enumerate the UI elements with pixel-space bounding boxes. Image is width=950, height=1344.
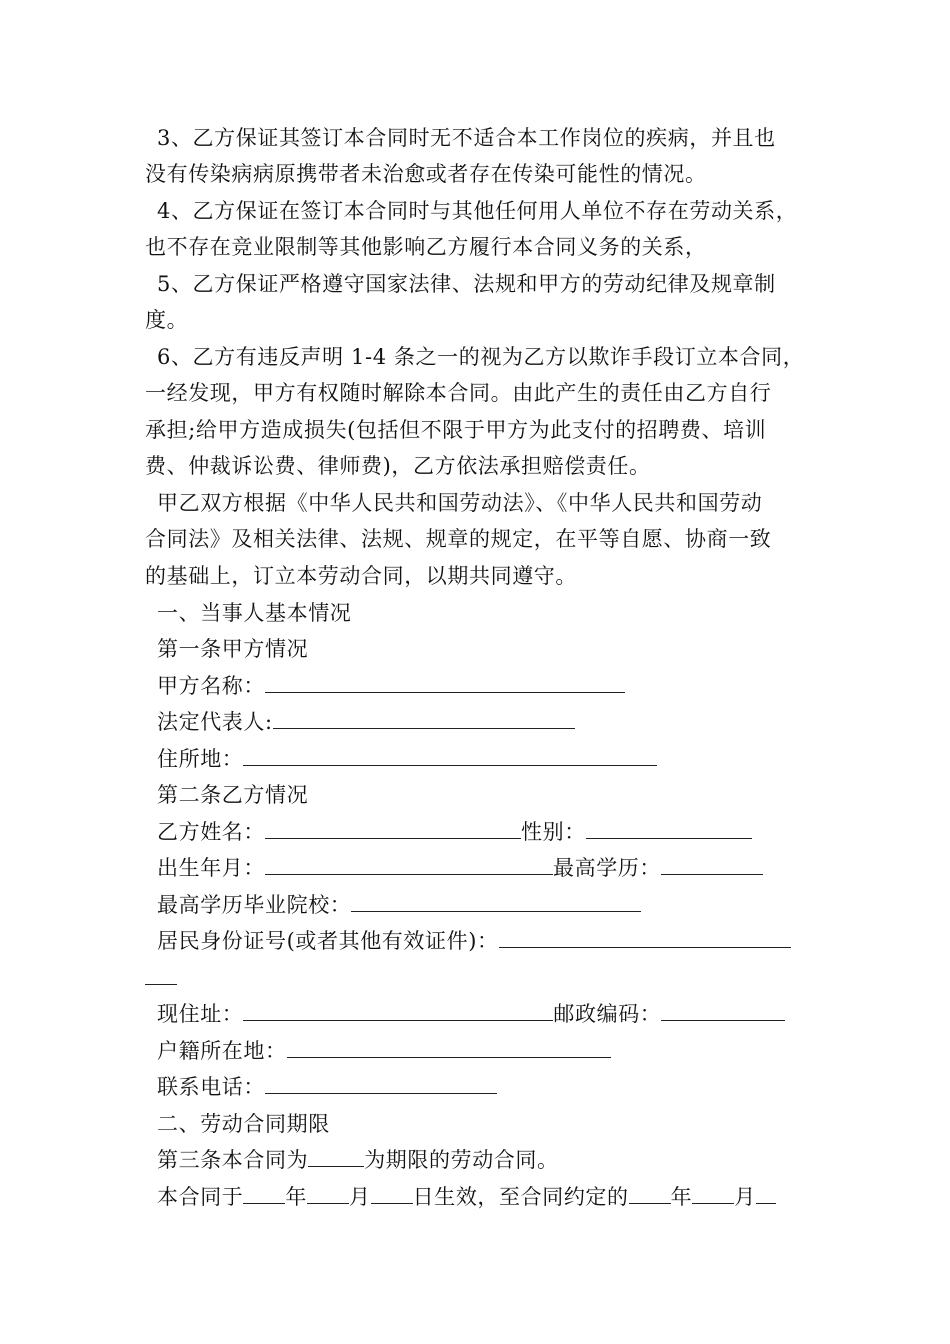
household-row [157, 1039, 611, 1063]
id-number-label: 居民身份证号(或者其他有效证件)： [157, 929, 499, 953]
address-label: 住所地： [157, 747, 244, 771]
current-address-label: 现住址： [157, 1002, 244, 1026]
clause-6-line-1: 6、乙方有违反声明 1-4 条之一的视为乙方以欺诈手段订立本合同， [157, 345, 805, 369]
legal-rep-row [157, 710, 575, 734]
phone-blank[interactable] [265, 1075, 497, 1094]
start-month-label: 月 [349, 1185, 371, 1209]
contract-type-blank[interactable] [308, 1148, 364, 1167]
school-row [157, 893, 641, 917]
start-year-label: 年 [285, 1185, 308, 1209]
birth-row [157, 856, 763, 880]
gender-label: 性别： [521, 820, 586, 844]
clause-4-line-1: 4、乙方保证在签订本合同时与其他任何用人单位不存在劳动关系， [157, 199, 798, 223]
clause-6-line-4: 费、仲裁诉讼费、律师费)，乙方依法承担赔偿责任。 [145, 454, 651, 478]
party-b-name-label: 乙方姓名： [157, 820, 265, 844]
clause-6-line-2: 一经发现，甲方有权随时解除本合同。由此产生的责任由乙方自行 [145, 381, 772, 405]
education-label: 最高学历： [553, 856, 661, 880]
party-a-name-row [157, 674, 625, 698]
postcode-label: 邮政编码： [553, 1002, 662, 1026]
section-1-heading: 一、当事人基本情况 [157, 601, 352, 625]
article-1-heading: 第一条甲方情况 [157, 637, 309, 661]
intro-line-1: 甲乙双方根据《中华人民共和国劳动法》、《中华人民共和国劳动 [157, 491, 763, 515]
end-year-label: 年 [670, 1185, 693, 1209]
end-month-blank[interactable] [692, 1185, 734, 1204]
legal-rep-label: 法定代表人: [157, 710, 273, 734]
section-2-heading: 二、劳动合同期限 [157, 1112, 330, 1136]
current-address-blank[interactable] [243, 1002, 553, 1021]
birth-label: 出生年月： [157, 856, 265, 880]
current-address-row [157, 1002, 785, 1026]
term-row [157, 1185, 776, 1209]
party-b-name-row [157, 820, 752, 844]
party-a-name-label: 甲方名称： [157, 674, 265, 698]
article-3-row [157, 1148, 559, 1172]
intro-line-2: 合同法》及相关法律、法规、规章的规定，在平等自愿、协商一致 [145, 527, 772, 551]
clause-6-line-3: 承担;给甲方造成损失(包括但不限于甲方为此支付的招聘费、培训 [145, 418, 767, 442]
school-label: 最高学历毕业院校： [157, 893, 352, 917]
clause-5-line-2: 度。 [145, 308, 189, 332]
phone-label: 联系电话： [157, 1075, 265, 1099]
school-blank[interactable] [351, 893, 641, 912]
legal-rep-blank[interactable] [273, 710, 575, 729]
postcode-blank[interactable] [661, 1002, 785, 1021]
id-number-blank[interactable] [499, 929, 791, 948]
clause-3-line-1: 3、乙方保证其签订本合同时无不适合本工作岗位的疾病，并且也 [157, 126, 776, 150]
term-effective-text: 日生效，至合同约定的 [412, 1185, 629, 1209]
clause-4-line-2: 也不存在竞业限制等其他影响乙方履行本合同义务的关系， [145, 235, 707, 259]
birth-blank[interactable] [265, 856, 553, 875]
end-month-label: 月 [734, 1185, 756, 1209]
end-day-blank[interactable] [756, 1185, 776, 1204]
start-year-blank[interactable] [243, 1185, 285, 1204]
phone-row [157, 1075, 497, 1099]
article-2-heading: 第二条乙方情况 [157, 783, 309, 807]
household-blank[interactable] [287, 1039, 611, 1058]
address-row [157, 747, 657, 771]
term-label: 本合同于 [157, 1185, 244, 1209]
id-number-row [157, 929, 791, 953]
clause-3-line-2: 没有传染病病原携带者未治愈或者存在传染可能性的情况。 [145, 162, 707, 186]
intro-line-3: 的基础上，订立本劳动合同，以期共同遵守。 [145, 564, 577, 588]
id-number-row-wrap [145, 966, 177, 990]
id-number-blank-continued[interactable] [145, 966, 177, 985]
end-year-blank[interactable] [629, 1185, 671, 1204]
article-3-label: 第三条本合同为 [157, 1148, 309, 1172]
start-day-blank[interactable] [371, 1185, 413, 1204]
address-blank[interactable] [243, 747, 657, 766]
article-3-suffix: 为期限的劳动合同。 [364, 1148, 559, 1172]
party-b-name-blank[interactable] [265, 820, 521, 839]
education-blank[interactable] [661, 856, 763, 875]
party-a-name-blank[interactable] [265, 674, 625, 693]
gender-blank[interactable] [586, 820, 752, 839]
household-label: 户籍所在地： [157, 1039, 287, 1063]
start-month-blank[interactable] [307, 1185, 349, 1204]
clause-5-line-1: 5、乙方保证严格遵守国家法律、法规和甲方的劳动纪律及规章制 [157, 272, 776, 296]
